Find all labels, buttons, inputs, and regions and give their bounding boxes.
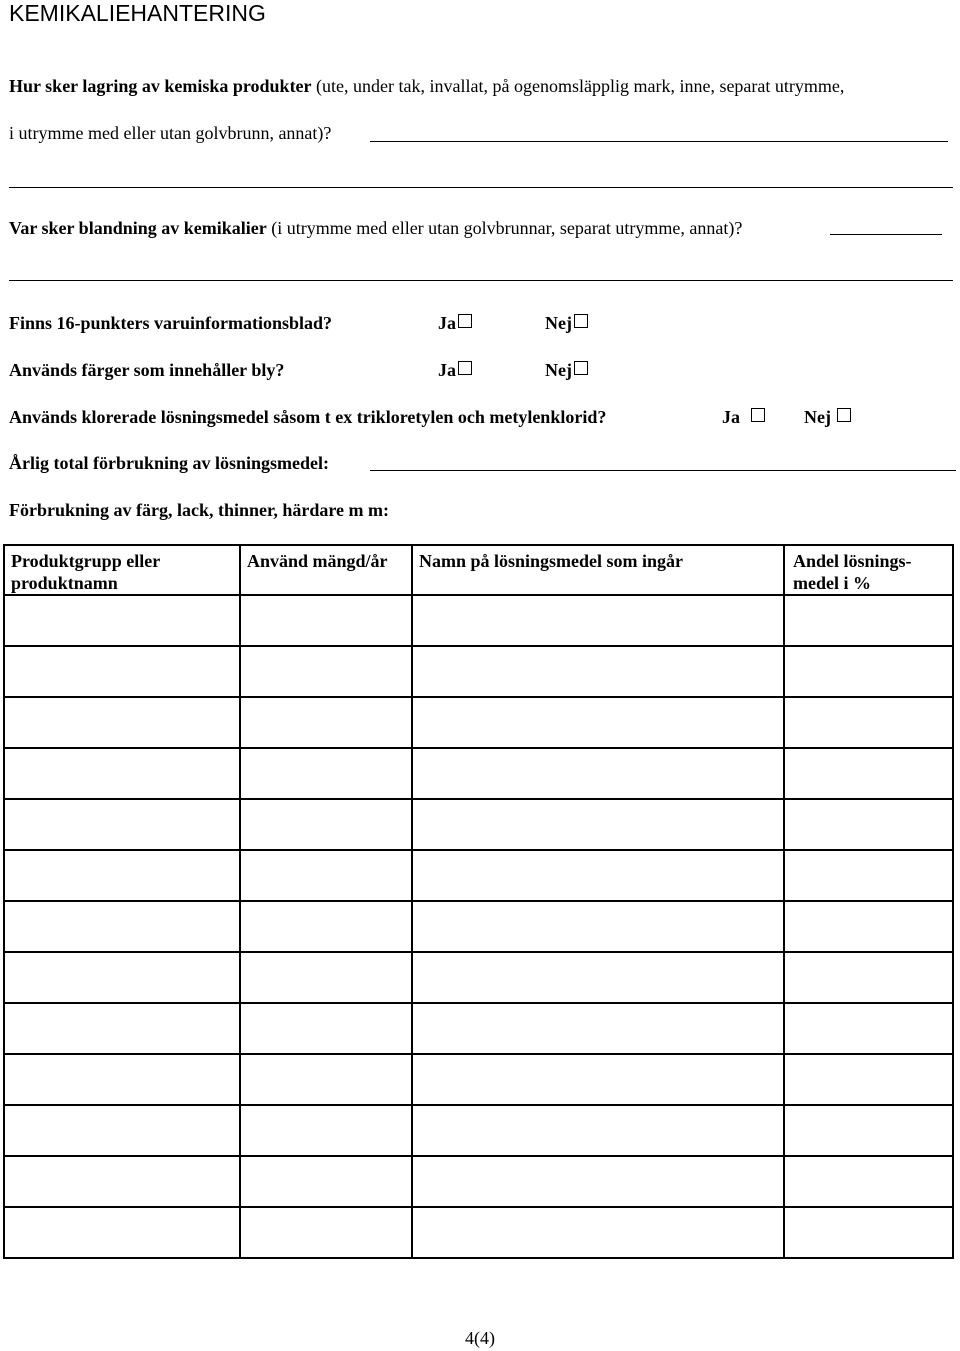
mixing-question-detail: (i utrymme med eller utan golvbrunnar, separat utrymme, annat)? (266, 218, 743, 238)
annual-solvent-consumption-line[interactable] (370, 470, 956, 471)
lead-paint-nej-checkbox[interactable] (574, 361, 588, 375)
table-cell[interactable] (240, 748, 412, 799)
table-cell[interactable] (784, 697, 953, 748)
table-cell[interactable] (4, 748, 240, 799)
lead-paint-ja-option[interactable] (438, 359, 472, 381)
table-cell[interactable] (412, 1207, 784, 1258)
table-cell[interactable] (240, 1105, 412, 1156)
storage-answer-line-2[interactable] (9, 187, 953, 188)
table-cell[interactable] (240, 595, 412, 646)
table-cell[interactable] (412, 799, 784, 850)
table-cell[interactable] (784, 1003, 953, 1054)
chlorinated-solvents-ja-checkbox[interactable] (751, 408, 765, 422)
table-row (4, 748, 953, 799)
table-cell[interactable] (784, 646, 953, 697)
safety-datasheet-nej-option[interactable] (545, 312, 588, 334)
mixing-answer-line-1[interactable] (830, 234, 942, 235)
table-cell[interactable] (412, 697, 784, 748)
table-cell[interactable] (4, 697, 240, 748)
table-cell[interactable] (784, 748, 953, 799)
table-cell[interactable] (412, 850, 784, 901)
table-row (4, 595, 953, 646)
nej-label: Nej (545, 313, 572, 333)
header-amount-per-year: Använd mängd/år (240, 545, 412, 595)
table-cell[interactable] (4, 1105, 240, 1156)
table-cell[interactable] (240, 850, 412, 901)
mixing-answer-line-2[interactable] (9, 280, 953, 281)
table-cell[interactable] (4, 799, 240, 850)
table-cell[interactable] (412, 1156, 784, 1207)
table-cell[interactable] (240, 799, 412, 850)
table-cell[interactable] (412, 1054, 784, 1105)
table-row (4, 697, 953, 748)
header-product-group: Produktgrupp eller produktnamn (4, 545, 240, 595)
storage-answer-line-1[interactable] (370, 141, 948, 142)
storage-question-line2: i utrymme med eller utan golvbrunn, annat)? (9, 123, 332, 143)
mixing-question (9, 217, 742, 239)
ja-label: Ja (722, 407, 740, 427)
safety-datasheet-nej-checkbox[interactable] (574, 314, 588, 328)
mixing-question-bold: Var sker blandning av kemikalier (9, 218, 267, 238)
header-solvent-share: Andel lösnings-medel i % (784, 545, 953, 595)
paint-consumption-heading: Förbrukning av färg, lack, thinner, härdare m m: (9, 500, 390, 520)
table-row (4, 1156, 953, 1207)
lead-paint-ja-checkbox[interactable] (458, 361, 472, 375)
safety-datasheet-ja-checkbox[interactable] (458, 314, 472, 328)
safety-datasheet-question: Finns 16-punkters varuinformationsblad? (9, 313, 333, 333)
page-number: 4(4) (465, 1328, 495, 1348)
table-cell[interactable] (412, 952, 784, 1003)
table-row (4, 1003, 953, 1054)
table-row (4, 1207, 953, 1258)
lead-paint-question: Används färger som innehåller bly? (9, 360, 285, 380)
chlorinated-solvents-ja-option[interactable] (722, 406, 765, 428)
table-cell[interactable] (240, 1207, 412, 1258)
table-header-row (4, 545, 953, 595)
header-solvent-names: Namn på lösningsmedel som ingår (412, 545, 784, 595)
table-cell[interactable] (240, 646, 412, 697)
table-row (4, 952, 953, 1003)
table-cell[interactable] (784, 952, 953, 1003)
chlorinated-solvents-nej-option[interactable] (804, 406, 851, 428)
nej-label: Nej (804, 407, 831, 427)
table-cell[interactable] (4, 1054, 240, 1105)
table-cell[interactable] (784, 1207, 953, 1258)
table-cell[interactable] (412, 1003, 784, 1054)
table-cell[interactable] (784, 1156, 953, 1207)
ja-label: Ja (438, 360, 456, 380)
table-cell[interactable] (4, 646, 240, 697)
table-cell[interactable] (240, 1156, 412, 1207)
table-cell[interactable] (240, 901, 412, 952)
consumption-table (3, 544, 954, 1259)
table-cell[interactable] (784, 1105, 953, 1156)
ja-label: Ja (438, 313, 456, 333)
table-cell[interactable] (240, 952, 412, 1003)
table-cell[interactable] (412, 1105, 784, 1156)
table-cell[interactable] (784, 1054, 953, 1105)
storage-question-detail: (ute, under tak, invallat, på ogenomsläpplig mark, inne, separat utrymme, (311, 76, 845, 96)
nej-label: Nej (545, 360, 572, 380)
table-cell[interactable] (412, 748, 784, 799)
table-cell[interactable] (412, 901, 784, 952)
table-cell[interactable] (784, 595, 953, 646)
table-cell[interactable] (240, 1054, 412, 1105)
table-cell[interactable] (4, 1207, 240, 1258)
storage-question-bold: Hur sker lagring av kemiska produkter (9, 76, 312, 96)
table-cell[interactable] (784, 901, 953, 952)
table-row (4, 1054, 953, 1105)
table-cell[interactable] (412, 595, 784, 646)
lead-paint-nej-option[interactable] (545, 359, 588, 381)
table-cell[interactable] (4, 1003, 240, 1054)
table-cell[interactable] (4, 1156, 240, 1207)
page-title: KEMIKALIEHANTERING (9, 0, 266, 26)
table-cell[interactable] (412, 646, 784, 697)
table-row (4, 646, 953, 697)
table-row (4, 799, 953, 850)
table-cell[interactable] (4, 952, 240, 1003)
table-cell[interactable] (784, 850, 953, 901)
table-cell[interactable] (4, 595, 240, 646)
table-cell[interactable] (4, 901, 240, 952)
chlorinated-solvents-question: Används klorerade lösningsmedel såsom t ex trikloretylen och metylenklorid? (9, 407, 607, 427)
table-cell[interactable] (240, 697, 412, 748)
table-row (4, 1105, 953, 1156)
table-cell[interactable] (784, 799, 953, 850)
table-cell[interactable] (4, 850, 240, 901)
table-cell[interactable] (240, 1003, 412, 1054)
storage-question (9, 75, 844, 97)
annual-solvent-consumption-label: Årlig total förbrukning av lösningsmedel: (9, 453, 330, 473)
table-row (4, 901, 953, 952)
chlorinated-solvents-nej-checkbox[interactable] (837, 408, 851, 422)
safety-datasheet-ja-option[interactable] (438, 312, 472, 334)
table-row (4, 850, 953, 901)
